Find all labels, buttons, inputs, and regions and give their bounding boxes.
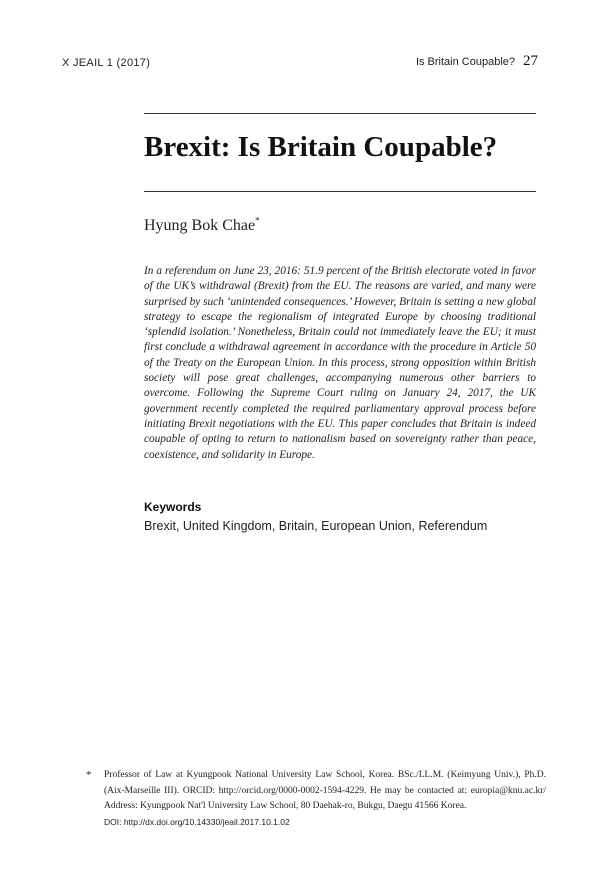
author-line (144, 217, 260, 235)
author-footnote-mark: * (255, 215, 260, 226)
page-number: 27 (523, 53, 538, 69)
abstract: In a referendum on June 23, 2016: 51.9 percent of the British electorate voted in favor of the UK’s withdrawal (Brexit) from the EU. The reasons are varied, and many were surprised by such ‘unintended consequences.’ However, Britain is setting a new global strategy to escape the regionalism of integrated Europe by choosing traditional ‘splendid isolation.’ Nonetheless, Britain could not immediately leave the EU; it must first conclude a withdrawal agreement in accordance with the procedure in Article 50 of the Treaty on the European Union. In this process, strong opposition within British society will pose great challenges, accompanying numerous other barriers to overcome. Following the Supreme Court ruling on January 24, 2017, the UK government recently completed the required parliamentary approval process before initiating Brexit negotiations with the EU. This paper concludes that Britain is indeed coupable of opting to return to nationalism based on sovereignty rather than peace, coexistence, and solidarity in Europe. (144, 265, 536, 461)
author-footnote (86, 768, 546, 830)
keywords-list: Brexit, United Kingdom, Britain, European Union, Referendum (144, 519, 488, 533)
footnote-mark: * (86, 769, 92, 781)
title-rule-top (144, 113, 536, 114)
title-rule-bottom (144, 191, 536, 192)
keywords-heading: Keywords (144, 500, 202, 514)
footnote-text: Professor of Law at Kyungpook National University Law School, Korea. BSc./LL.M. (Keimyung Univ.), Ph.D. (Aix-Marseille III). ORCID: http://orcid.org/0000-0002-1594-4229. He may be contacted at: europia@knu.ac.kr/ Address: Kyungpook Nat'l University Law School, 80 Daehak-ro, Bukgu, Daegu 41566 Korea. (104, 770, 546, 811)
doi-line: DOI: http://dx.doi.org/10.14330/jeail.2017.10.1.02 (104, 816, 290, 827)
running-header (416, 53, 538, 70)
running-title: Is Britain Coupable? (415, 56, 515, 68)
author-name: Hyung Bok Chae (144, 217, 256, 234)
article-title: Brexit: Is Britain Coupable? (144, 131, 498, 163)
journal-citation: X JEAIL 1 (2017) (62, 57, 151, 69)
